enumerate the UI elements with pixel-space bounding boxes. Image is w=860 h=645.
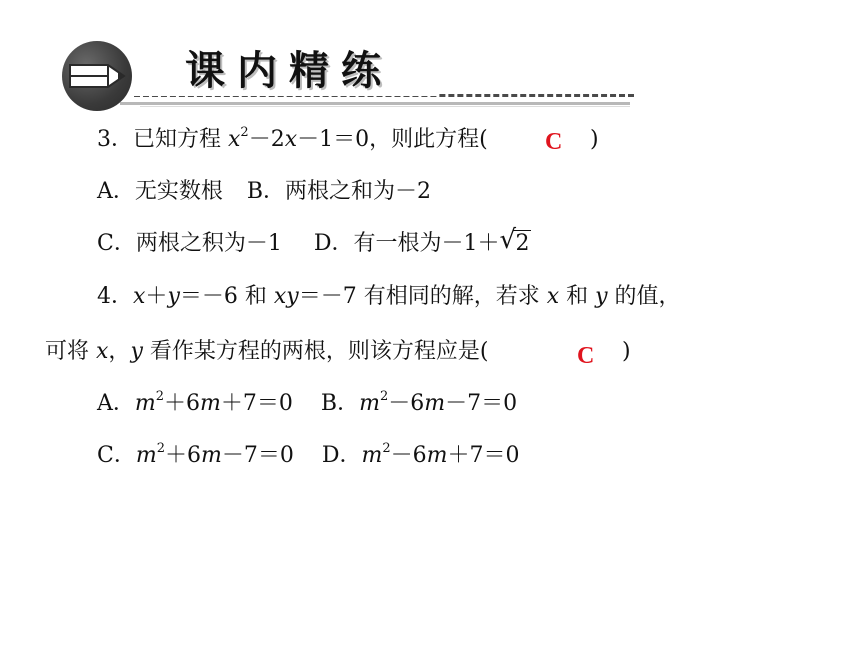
var-x: x	[228, 127, 241, 152]
q4-option-c	[97, 443, 294, 468]
header-underline	[120, 102, 630, 105]
q4-option-a-label: A．	[97, 391, 135, 416]
q3-options-ab	[97, 178, 431, 206]
exponent: 2	[240, 125, 249, 140]
q3-options-cd	[97, 225, 531, 258]
pencil-icon	[68, 61, 128, 91]
var-m: m	[200, 391, 221, 416]
q4-option-b-label: B．	[320, 391, 360, 416]
exponent: 2	[382, 441, 391, 456]
var-m: m	[361, 443, 383, 468]
q3-answer: C	[545, 129, 563, 155]
var-m: m	[424, 391, 446, 416]
var-m: m	[134, 391, 156, 416]
q4-text: ＋6	[165, 443, 201, 468]
q4-stem-line1	[97, 283, 681, 311]
q4-text: ，	[108, 339, 131, 364]
section-header	[0, 0, 860, 110]
exponent: 2	[156, 441, 165, 456]
header-underline-shadow	[140, 106, 630, 107]
var-y: y	[130, 339, 143, 364]
q4-option-d	[322, 443, 520, 468]
var-xy: xy	[273, 284, 299, 309]
q4-text: 的值，	[607, 284, 681, 309]
q3-text: 3．已知方程	[97, 127, 228, 152]
q4-options-cd	[97, 442, 520, 470]
var-m: m	[201, 443, 222, 468]
var-m: m	[135, 443, 157, 468]
var-y: y	[167, 284, 180, 309]
exponent: 2	[379, 389, 389, 404]
pencil-badge	[62, 41, 132, 111]
q4-answer: C	[577, 343, 595, 369]
q3-option-b: B．两根之和为－2	[246, 179, 432, 204]
q4-text: －6	[390, 443, 427, 468]
q3-option-d	[313, 225, 532, 256]
q3-option-c: C．两根之积为－1	[97, 231, 282, 256]
q4-option-c-label: C．	[97, 443, 136, 468]
page-title: 课内精练	[185, 48, 393, 94]
var-x: x	[546, 284, 560, 309]
q4-text: 可将	[45, 339, 96, 364]
q4-options-ab	[97, 390, 517, 418]
var-x: x	[284, 127, 298, 152]
var-m: m	[426, 443, 448, 468]
q4-text: ＋	[145, 284, 168, 309]
q4-option-b	[321, 391, 517, 416]
q3-paren-close: )	[590, 127, 599, 152]
radicand: 2	[515, 231, 530, 256]
q4-text: ＋7＝0	[220, 391, 293, 416]
q4-stem-line2	[45, 338, 488, 366]
q4-text: 和	[559, 284, 596, 309]
q3-option-d-text: D．有一根为－1＋	[313, 231, 500, 256]
q4-text: ＝－7 有相同的解，若求	[298, 284, 547, 309]
q3-option-a: A．无实数根	[97, 179, 223, 204]
q4-option-a	[97, 391, 293, 416]
q4-text: ＝－6 和	[179, 284, 274, 309]
var-y: y	[595, 284, 608, 309]
q4-text: ＋7＝0	[447, 443, 520, 468]
exponent: 2	[155, 389, 165, 404]
q3-text: －1＝0，则此方程(	[297, 127, 488, 152]
var-x: x	[96, 339, 109, 364]
q3-stem	[97, 126, 488, 154]
q4-text: －6	[388, 391, 425, 416]
var-m: m	[359, 391, 380, 416]
q4-option-d-label: D．	[321, 443, 362, 468]
q4-text: －7＝0	[445, 391, 518, 416]
var-x: x	[133, 284, 146, 309]
q3-text: －2	[248, 127, 285, 152]
q4-paren-close: )	[622, 339, 631, 364]
q4-text: 4．	[97, 284, 133, 309]
q4-text: －7＝0	[221, 443, 294, 468]
sqrt-symbol: √ 2	[499, 225, 530, 256]
q4-text: 看作某方程的两根，则该方程应是(	[142, 339, 489, 364]
q4-text: ＋6	[164, 391, 201, 416]
